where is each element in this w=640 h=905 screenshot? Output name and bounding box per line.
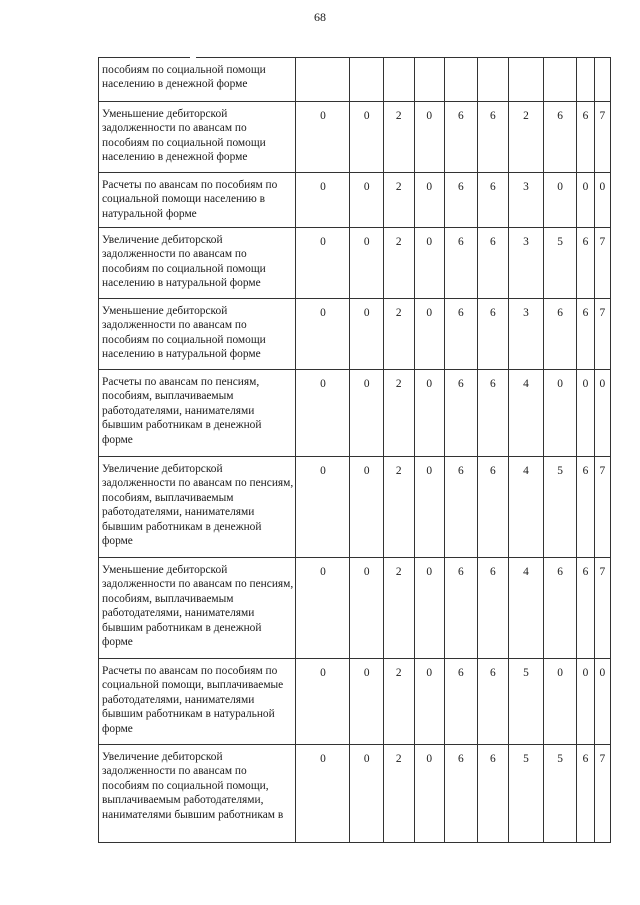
code-digit-cell: 0 [296, 370, 350, 457]
code-digit-cell: 3 [509, 173, 544, 228]
table-row [99, 745, 611, 843]
code-digit-cell: 6 [477, 173, 509, 228]
code-digit-cell: 6 [477, 102, 509, 173]
code-digit-cell: 0 [350, 299, 384, 370]
table-row [99, 299, 611, 370]
code-digit-cell: 2 [509, 102, 544, 173]
code-digit-cell: 2 [383, 370, 414, 457]
code-digit-cell: 7 [594, 745, 610, 843]
code-digit-cell: 6 [445, 370, 478, 457]
code-digit-cell: 2 [383, 228, 414, 299]
code-digit-cell: 0 [350, 102, 384, 173]
code-digit-cell: 4 [509, 457, 544, 558]
code-digit-cell: 6 [543, 102, 577, 173]
code-digit-cell: 0 [296, 228, 350, 299]
code-digit-cell: 4 [509, 370, 544, 457]
row-description: Увеличение дебиторской задолженности по авансам по пенсиям, пособиям, выплачиваемым работодателями, нанимателями бывшим работникам в денежной форме [99, 457, 296, 558]
code-digit-cell: 0 [414, 745, 445, 843]
code-digit-cell: 6 [477, 558, 509, 659]
code-digit-cell: 0 [296, 299, 350, 370]
code-digit-cell: 2 [383, 299, 414, 370]
code-digit-cell: 5 [543, 457, 577, 558]
code-digit-cell: 6 [445, 457, 478, 558]
code-digit-cell: 5 [509, 745, 544, 843]
code-digit-cell: 2 [383, 558, 414, 659]
code-digit-cell: 6 [445, 173, 478, 228]
code-digit-cell: 3 [509, 299, 544, 370]
code-digit-cell: 6 [577, 228, 594, 299]
code-digit-cell: 0 [577, 370, 594, 457]
code-digit-cell: 6 [477, 228, 509, 299]
code-digit-cell: 0 [350, 659, 384, 745]
code-digit-cell: 0 [296, 457, 350, 558]
row-description: Расчеты по авансам по пособиям по социальной помощи населению в натуральной форме [99, 173, 296, 228]
code-digit-cell: 6 [577, 745, 594, 843]
code-digit-cell: 2 [383, 173, 414, 228]
code-digit-cell: 0 [414, 370, 445, 457]
code-digit-cell: 0 [594, 173, 610, 228]
table-row [99, 457, 611, 558]
row-description: Уменьшение дебиторской задолженности по авансам по пособиям по социальной помощи населению в натуральной форме [99, 299, 296, 370]
code-digit-cell: 0 [414, 299, 445, 370]
code-digit-cell: 6 [445, 745, 478, 843]
code-digit-cell: 0 [414, 457, 445, 558]
code-digit-cell: 6 [477, 659, 509, 745]
budget-classification-table [98, 57, 611, 843]
code-digit-cell: 6 [577, 299, 594, 370]
code-digit-cell: 0 [414, 173, 445, 228]
code-digit-cell: 0 [296, 745, 350, 843]
code-digit-cell: 2 [383, 745, 414, 843]
row-description: Увеличение дебиторской задолженности по авансам по пособиям по социальной помощи населению в натуральной форме [99, 228, 296, 299]
code-digit-cell: 5 [509, 659, 544, 745]
code-digit-cell: 0 [543, 659, 577, 745]
table-row [99, 370, 611, 457]
code-digit-cell: 0 [350, 228, 384, 299]
code-digit-cell: 6 [577, 102, 594, 173]
code-digit-cell [350, 58, 384, 102]
code-digit-cell: 0 [594, 659, 610, 745]
code-digit-cell: 6 [577, 558, 594, 659]
code-digit-cell: 0 [594, 370, 610, 457]
code-digit-cell: 6 [445, 299, 478, 370]
table-row [99, 558, 611, 659]
row-description: Уменьшение дебиторской задолженности по авансам по пособиям по социальной помощи населению в денежной форме [99, 102, 296, 173]
code-digit-cell: 0 [350, 173, 384, 228]
scan-gap [190, 56, 196, 59]
code-digit-cell [509, 58, 544, 102]
code-digit-cell: 0 [296, 659, 350, 745]
code-digit-cell [477, 58, 509, 102]
code-digit-cell: 0 [350, 558, 384, 659]
code-digit-cell: 5 [543, 228, 577, 299]
code-digit-cell [594, 58, 610, 102]
table-row [99, 102, 611, 173]
code-digit-cell: 0 [543, 173, 577, 228]
code-digit-cell [383, 58, 414, 102]
code-digit-cell [577, 58, 594, 102]
code-digit-cell: 2 [383, 102, 414, 173]
row-description: Расчеты по авансам по пособиям по социальной помощи, выплачиваемые работодателями, нанимателями бывшим работникам в натуральной форме [99, 659, 296, 745]
code-digit-cell: 0 [414, 228, 445, 299]
code-digit-cell: 7 [594, 558, 610, 659]
code-digit-cell: 7 [594, 457, 610, 558]
code-digit-cell: 0 [543, 370, 577, 457]
code-digit-cell [445, 58, 478, 102]
code-digit-cell: 0 [577, 173, 594, 228]
code-digit-cell: 6 [477, 370, 509, 457]
table-row [99, 228, 611, 299]
code-digit-cell: 6 [477, 745, 509, 843]
code-digit-cell: 6 [477, 299, 509, 370]
code-digit-cell: 3 [509, 228, 544, 299]
code-digit-cell: 0 [577, 659, 594, 745]
code-digit-cell: 0 [296, 173, 350, 228]
code-digit-cell: 6 [445, 659, 478, 745]
row-description: Расчеты по авансам по пенсиям, пособиям, выплачиваемым работодателями, нанимателями бывшим работникам в денежной форме [99, 370, 296, 457]
code-digit-cell: 6 [543, 558, 577, 659]
table-row [99, 659, 611, 745]
code-digit-cell: 7 [594, 102, 610, 173]
code-digit-cell: 2 [383, 457, 414, 558]
code-digit-cell: 0 [350, 370, 384, 457]
code-digit-cell: 2 [383, 659, 414, 745]
code-digit-cell: 5 [543, 745, 577, 843]
code-digit-cell: 0 [350, 457, 384, 558]
code-digit-cell: 0 [414, 659, 445, 745]
table-body [99, 58, 611, 843]
code-digit-cell [296, 58, 350, 102]
page-number: 68 [314, 10, 326, 24]
row-description: Увеличение дебиторской задолженности по авансам по пособиям по социальной помощи, выплачиваемым работодателями, нанимателями бывшим работникам в [99, 745, 296, 843]
code-digit-cell [543, 58, 577, 102]
code-digit-cell: 0 [296, 558, 350, 659]
code-digit-cell: 0 [414, 102, 445, 173]
code-digit-cell: 6 [445, 102, 478, 173]
code-digit-cell: 0 [350, 745, 384, 843]
code-digit-cell: 6 [445, 558, 478, 659]
code-digit-cell: 6 [577, 457, 594, 558]
table-row [99, 58, 611, 102]
code-digit-cell: 6 [477, 457, 509, 558]
code-digit-cell: 4 [509, 558, 544, 659]
row-description: пособиям по социальной помощи населению в денежной форме [99, 58, 296, 102]
code-digit-cell: 6 [445, 228, 478, 299]
code-digit-cell [414, 58, 445, 102]
code-digit-cell: 0 [414, 558, 445, 659]
code-digit-cell: 0 [296, 102, 350, 173]
table-row [99, 173, 611, 228]
row-description: Уменьшение дебиторской задолженности по авансам по пенсиям, пособиям, выплачиваемым работодателями, нанимателями бывшим работникам в денежной форме [99, 558, 296, 659]
code-digit-cell: 6 [543, 299, 577, 370]
code-digit-cell: 7 [594, 228, 610, 299]
code-digit-cell: 7 [594, 299, 610, 370]
